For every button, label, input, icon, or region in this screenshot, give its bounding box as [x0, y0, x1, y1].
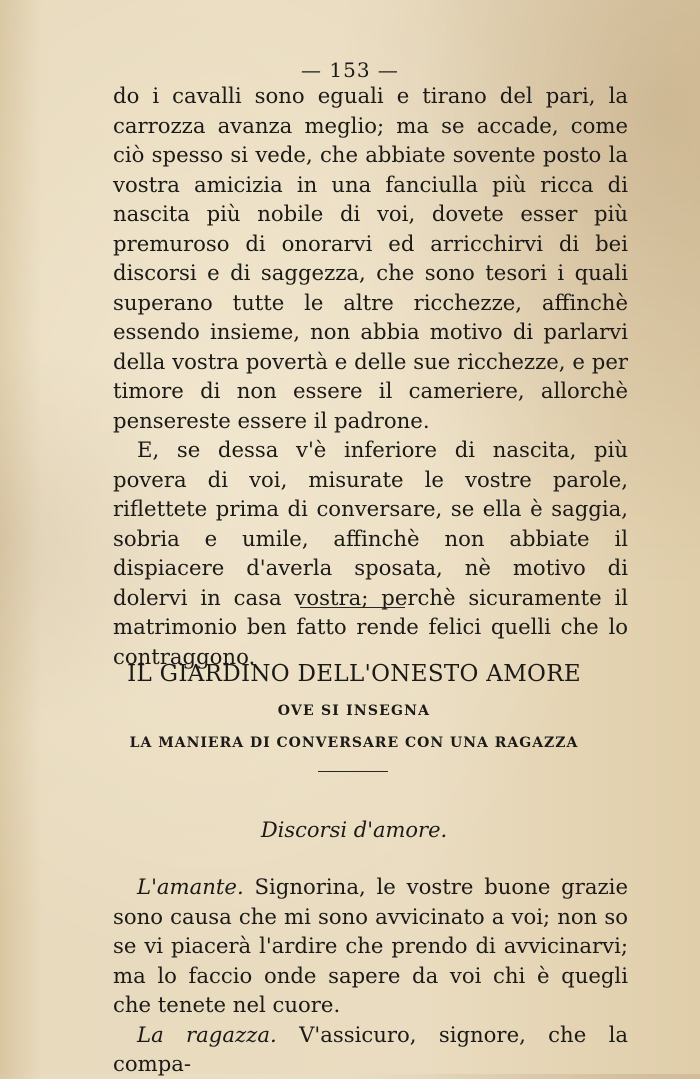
paragraph: do i cavalli sono eguali e tirano del pari, la carrozza avanza meglio; ma se accade, come ciò spesso si vede, che abbiate sovente posto la vostra amicizia in una fanciulla più ricca di nascita più nobile di voi, dovete esser più premuroso di onorarvi ed arricchirvi di bei discorsi e di saggezza, che sono tesori i quali superano tutte le altre ricchezze, affinchè essendo insieme, non abbia motivo di parlarvi della vostra povertà e delle sue ricchezze, e per timore di non essere il cameriere, allorchè pensereste essere il padrone. — [113, 83, 628, 433]
dialogue-line — [113, 872, 628, 1020]
page-number: — 153 — — [301, 58, 399, 82]
section-title: IL GIARDINO DELL'ONESTO AMORE — [127, 661, 581, 687]
section-divider — [300, 607, 405, 608]
speaker-label: La ragazza. — [137, 1021, 277, 1047]
dialogue-text: Signorina, le vostre buone grazie sono causa che mi sono avvicinato a voi; non so se vi piacerà l'ardire che prendo di avvicinarvi; ma lo faccio onde sapere da voi chi è quegli che tenete nel cuore. — [113, 874, 628, 1017]
section-subtitle: LA MANIERA DI CONVERSARE CON UNA RAGAZZA — [129, 735, 579, 751]
top-text-block — [113, 81, 628, 671]
paragraph: E, se dessa v'è inferiore di nascita, più povera di voi, misurate le vostre parole, riflettete prima di conversare, se ella è saggia, sobria e umile, affinchè non abbiate il dispiacere d'averla sposata, nè motivo di dolervi in casa vostra; perchè sicuramente il matrimonio ben fatto rende felici quelli che lo contraggono. — [113, 437, 628, 669]
dialogue-block — [113, 872, 628, 1079]
section-subtitle: OVE SI INSEGNA — [277, 703, 431, 719]
dialogue-text: V'assicuro, signore, che la compa- — [113, 1021, 628, 1076]
section-heading: Discorsi d'amore. — [260, 818, 448, 842]
dialogue-line — [113, 1020, 628, 1079]
title-divider — [318, 771, 388, 772]
speaker-label: L'amante. — [137, 874, 244, 899]
